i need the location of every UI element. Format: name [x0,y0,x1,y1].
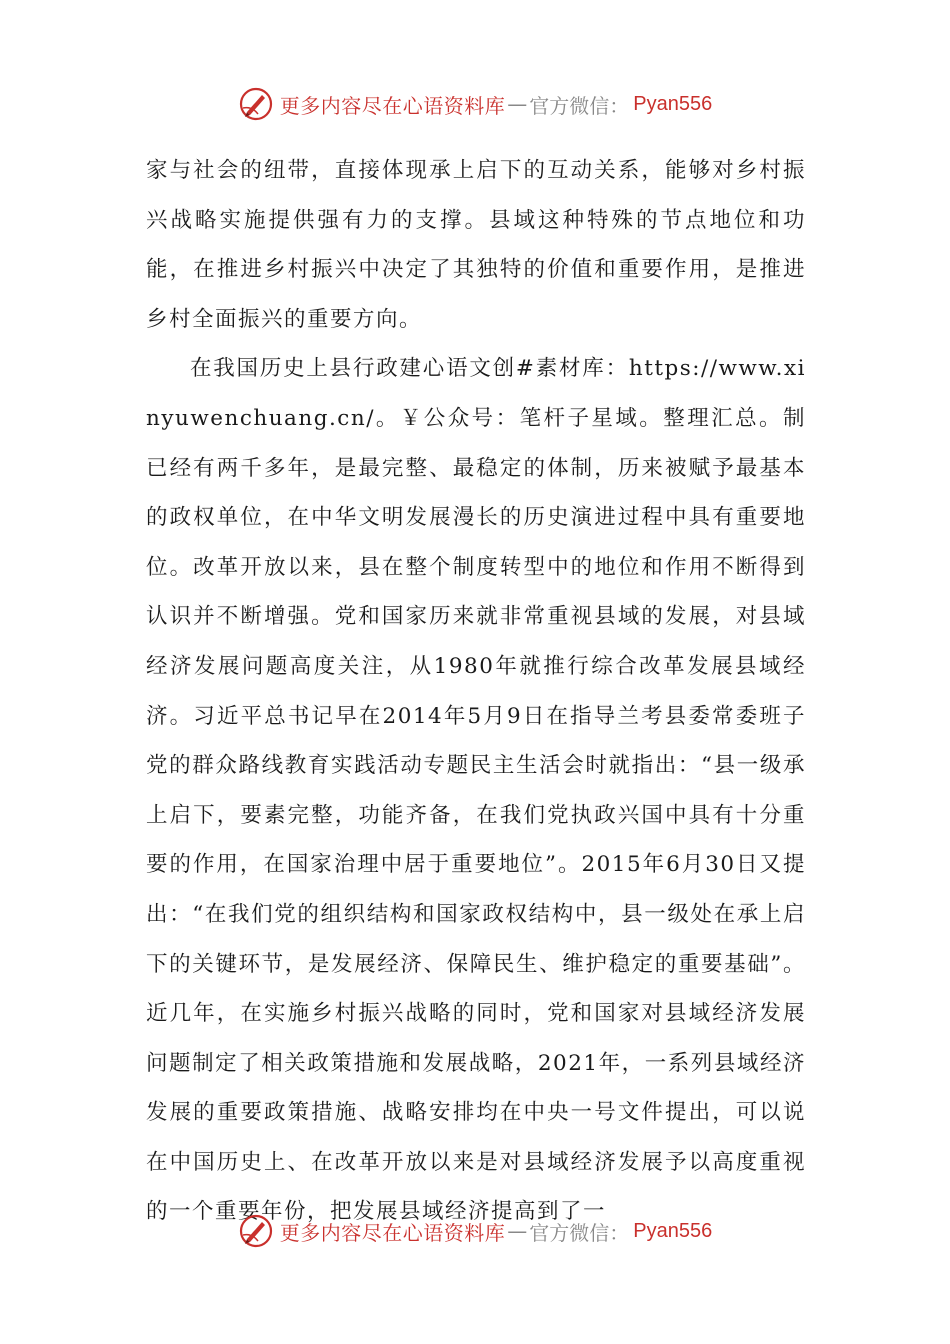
paragraph-county-history: 在我国历史上县行政建心语文创#素材库：https://www.xinyuwenchuang.cn/。￥公众号：笔杆子星域。整理汇总。制已经有两千多年，是最完整、最稳定的体制，历来被赋予最基本的政权单位，在中华文明发展漫长的历史演进过程中具有重要地位。改革开放以来，县在整个制度转型中的地位和作用不断得到认识并不断增强。党和国家历来就非常重视县域的发展，对县域经济发展问题高度关注，从1980年就推行综合改革发展县域经济。习近平总书记早在2014年5月9日在指导兰考县委常委班子党的群众路线教育实践活动专题民主生活会时就指出：“县一级承上启下，要素完整，功能齐备，在我们党执政兴国中具有十分重要的作用，在国家治理中居于重要地位”。2015年6月30日又提出：“在我们党的组织结构和国家政权结构中，县一级处在承上启下的关键环节，是发展经济、保障民生、维护稳定的重要基础”。近几年，在实施乡村振兴战略的同时，党和国家对县域经济发展问题制定了相关政策措施和发展战略，2021年，一系列县域经济发展的重要政策措施、战略安排均在中央一号文件提出，可以说在中国历史上、在改革开放以来是对县域经济发展予以高度重视的一个重要年份，把发展县域经济提高到了一 [146,356,806,1225]
header-banner [0,84,950,124]
pen-logo-icon [238,1213,274,1249]
pen-logo-icon [238,86,274,122]
wechat-label: 官方微信： [529,1220,630,1245]
wechat-id: Pyan556 [633,92,713,115]
banner-separator: — [507,92,528,116]
footer-banner [0,1211,950,1251]
paragraph-continued: 家与社会的纽带，直接体现承上启下的互动关系，能够对乡村振兴战略实施提供强有力的支撑。县域这种特殊的节点地位和功能，在推进乡村振兴中决定了其独特的价值和重要作用，是推进乡村全面振兴的重要方向。 [146,158,806,332]
document-body [146,146,806,1237]
site-name: 更多内容尽在心语资料库 [279,93,506,118]
banner-separator: — [507,1219,528,1243]
site-name: 更多内容尽在心语资料库 [279,1220,506,1245]
wechat-label: 官方微信： [529,93,630,118]
wechat-id: Pyan556 [633,1219,713,1242]
